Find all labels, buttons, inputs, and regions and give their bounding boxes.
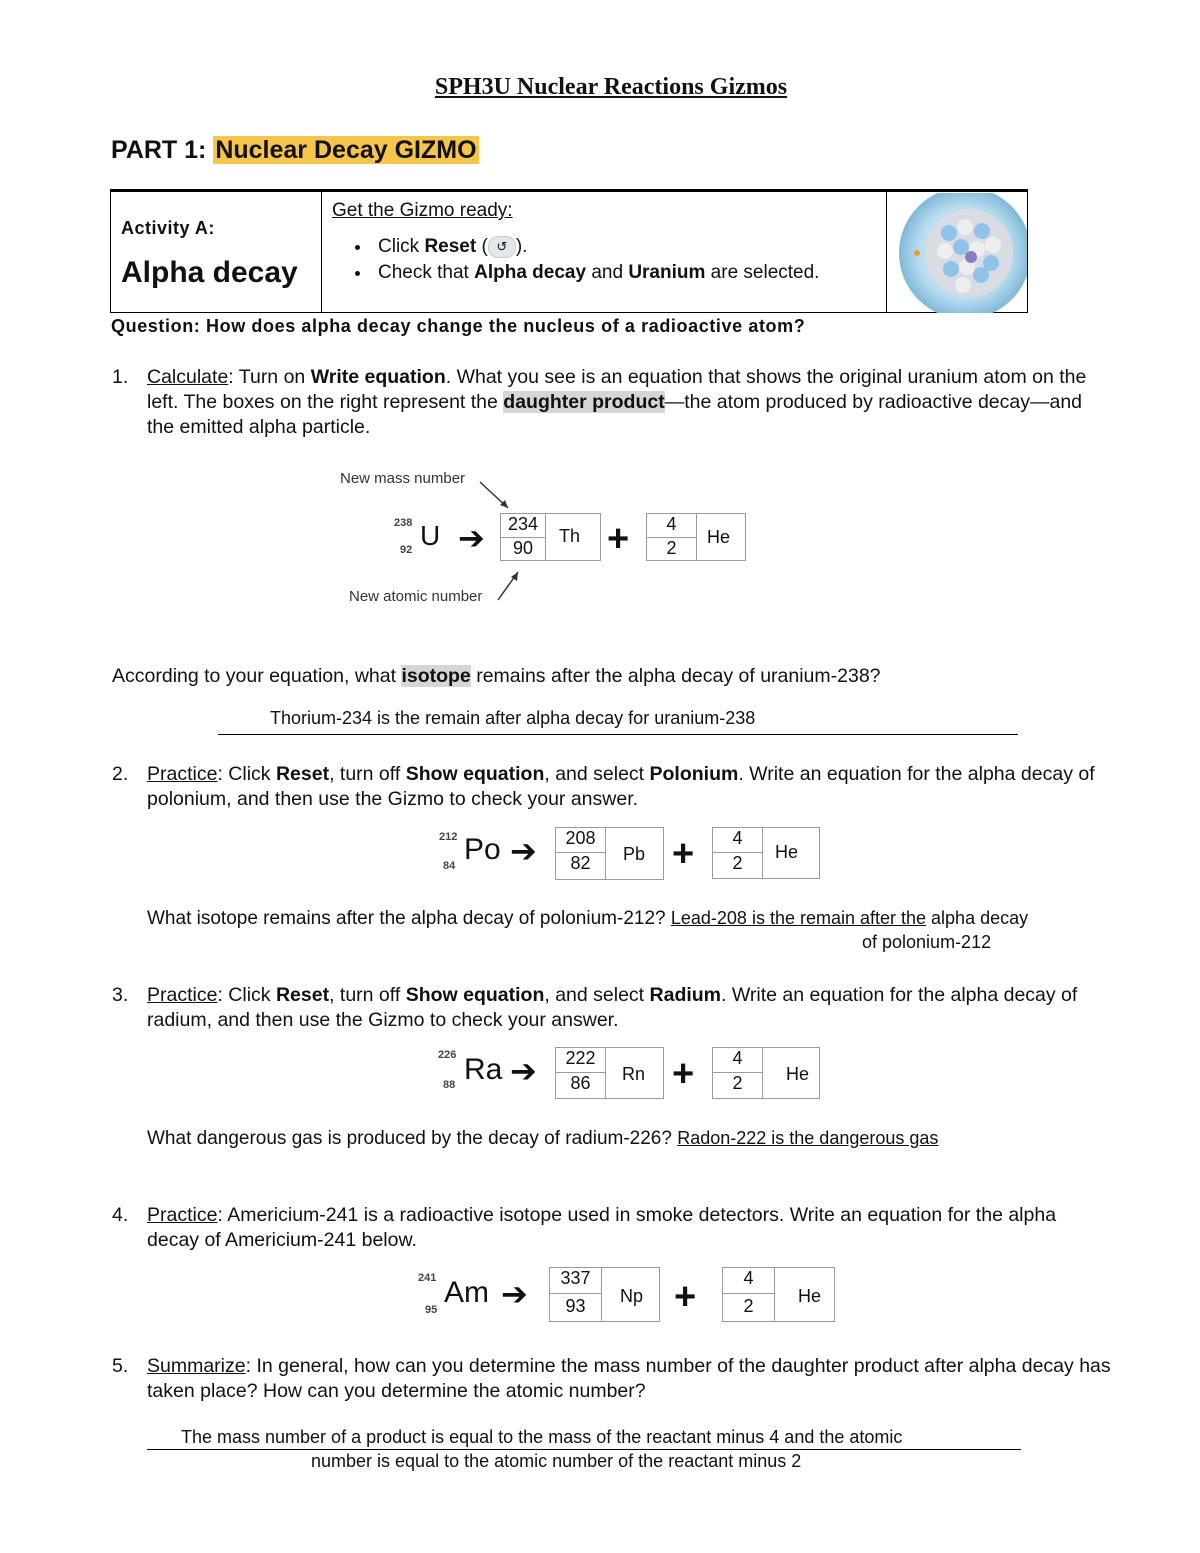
- question-4: [112, 1203, 1112, 1255]
- daughter-box: [549, 1267, 660, 1322]
- daughter-box: [555, 1047, 664, 1099]
- instructions-cell: [322, 192, 887, 312]
- daughter-mass-number: 208: [556, 828, 605, 853]
- parent-symbol: U: [420, 520, 441, 551]
- plus-sign: +: [674, 1276, 697, 1318]
- daughter-symbol: Rn: [622, 1064, 646, 1084]
- atom-nucleus-image: [887, 193, 1027, 313]
- question-text: Practice: Click Reset, turn off Show equation, and select Polonium. Write an equation for the alpha decay of polonium, and then use the Gizmo to check your answer.: [147, 763, 1095, 810]
- reaction-arrow: ➔: [510, 1053, 537, 1089]
- daughter-symbol: Np: [620, 1286, 644, 1306]
- answer-text: Radon-222 is the dangerous gas: [677, 1128, 939, 1148]
- activity-table: [110, 189, 1028, 313]
- parent-atomic-number: 92: [400, 544, 413, 556]
- annotation-new-mass-number: New mass number: [340, 470, 466, 487]
- activity-name: Alpha decay: [121, 256, 298, 289]
- get-ready-heading: Get the Gizmo ready:: [332, 200, 513, 221]
- daughter-atomic-number: 86: [570, 1073, 591, 1093]
- instructions-list: [352, 234, 842, 286]
- daughter-mass-number: 222: [556, 1048, 605, 1073]
- plus-sign: +: [672, 833, 695, 875]
- instruction-item: • Check that Alpha decay and Uranium are selected.: [372, 260, 842, 286]
- alpha-particle-box: [712, 827, 820, 879]
- question-number: 3.: [112, 984, 129, 1006]
- answer-text: Lead-208 is the remain after the: [670, 908, 927, 928]
- equation-radium: [430, 1043, 830, 1103]
- alpha-atomic-number: 2: [666, 538, 677, 558]
- question-text: Practice: Americium-241 is a radioactive isotope used in smoke detectors. Write an equation for the alpha decay of Americium-241 below.: [147, 1204, 1057, 1251]
- alpha-symbol: He: [775, 842, 799, 862]
- plus-sign: +: [607, 518, 630, 560]
- alpha-atomic-number: 2: [732, 1073, 743, 1093]
- reaction-arrow: ➔: [458, 520, 485, 556]
- parent-mass-number: 238: [394, 517, 413, 529]
- alpha-mass-number: 4: [723, 1268, 774, 1294]
- daughter-atomic-number: 93: [565, 1296, 586, 1316]
- question-number: 1.: [112, 366, 129, 388]
- daughter-box: [555, 827, 664, 880]
- question-2-ask: What isotope remains after the alpha decay of polonium-212? Lead-208 is the remain after the alpha decay: [147, 908, 1029, 929]
- reaction-arrow: ➔: [501, 1276, 528, 1312]
- answer-line: [147, 1427, 1021, 1450]
- activity-title-cell: [111, 192, 322, 312]
- question-number: 4.: [112, 1204, 129, 1226]
- alpha-particle-box: [722, 1267, 835, 1322]
- part-prefix: PART 1:: [111, 136, 207, 164]
- alpha-atomic-number: 2: [743, 1296, 754, 1316]
- parent-symbol: Ra: [464, 1053, 503, 1086]
- daughter-atomic-number: 90: [512, 538, 534, 558]
- reset-icon: ↺: [488, 236, 516, 258]
- question-text: Summarize: In general, how can you determine the mass number of the daughter product after alpha decay has taken place? How can you determine the atomic number?: [147, 1355, 1111, 1402]
- answer-text-continued: of polonium-212: [862, 932, 992, 952]
- parent-atomic-number: 95: [425, 1304, 438, 1316]
- answer-line: [218, 706, 1018, 735]
- daughter-atomic-number: 82: [570, 853, 591, 873]
- daughter-mass-number: 337: [550, 1268, 601, 1294]
- alpha-symbol: He: [786, 1064, 810, 1084]
- equation-uranium: [330, 462, 760, 612]
- question-text: Practice: Click Reset, turn off Show equation, and select Radium. Write an equation for the alpha decay of radium, and then use the Gizmo to check your answer.: [147, 984, 1078, 1031]
- question-1: [112, 365, 1112, 445]
- question-text: Calculate: Turn on Write equation. What you see is an equation that shows the original uranium atom on the left. The boxes on the right represent the daughter product—the atom produced by radioactive decay—and the emitted alpha particle.: [147, 366, 1087, 438]
- parent-atomic-number: 88: [443, 1079, 456, 1091]
- activity-label: Activity A:: [121, 218, 215, 238]
- daughter-symbol: Pb: [623, 844, 646, 864]
- question-number: 2.: [112, 763, 129, 785]
- daughter-mass-number: 234: [501, 514, 545, 538]
- plus-sign: +: [672, 1053, 695, 1095]
- question-3-ask: What dangerous gas is produced by the decay of radium-226? Radon-222 is the dangerous gas: [147, 1128, 939, 1149]
- parent-mass-number: 226: [438, 1049, 457, 1061]
- answer-text: The mass number of a product is equal to the mass of the reactant minus 4 and the atomic: [181, 1427, 903, 1447]
- reaction-arrow: ➔: [510, 833, 537, 869]
- question-number: 5.: [112, 1355, 129, 1377]
- question-2: [112, 762, 1112, 814]
- alpha-particle-box: [646, 513, 746, 561]
- parent-atomic-number: 84: [443, 860, 456, 872]
- daughter-box: [500, 513, 601, 561]
- answer-text-continued: number is equal to the atomic number of the reactant minus 2: [311, 1451, 802, 1471]
- equation-americium: [410, 1264, 850, 1328]
- alpha-symbol: He: [798, 1286, 822, 1306]
- part-heading: [111, 136, 479, 165]
- answer-text: Thorium-234 is the remain after alpha decay for uranium-238: [270, 708, 756, 728]
- alpha-particle-box: [712, 1047, 820, 1099]
- parent-mass-number: 241: [418, 1272, 437, 1284]
- equation-polonium: [430, 823, 830, 883]
- annotation-arrow: [494, 566, 534, 606]
- parent-symbol: Po: [464, 833, 501, 866]
- parent-symbol: Am: [444, 1276, 489, 1309]
- instruction-item: • Click Reset ( ↺ ).: [372, 234, 842, 260]
- alpha-mass-number: 4: [713, 1048, 762, 1073]
- question-1-ask: According to your equation, what isotope remains after the alpha decay of uranium-238?: [112, 665, 881, 687]
- alpha-symbol: He: [707, 527, 731, 547]
- annotation-new-atomic-number: New atomic number: [349, 588, 483, 605]
- parent-mass-number: 212: [439, 831, 458, 843]
- alpha-mass-number: 4: [713, 828, 762, 853]
- daughter-symbol: Th: [559, 526, 581, 546]
- alpha-atomic-number: 2: [732, 853, 743, 873]
- page-title: SPH3U Nuclear Reactions Gizmos: [434, 74, 788, 100]
- annotation-arrow: [478, 478, 538, 518]
- question-5: [112, 1354, 1112, 1406]
- question-3: [112, 983, 1112, 1035]
- main-question: Question: How does alpha decay change the nucleus of a radioactive atom?: [111, 316, 806, 336]
- alpha-mass-number: 4: [647, 514, 696, 538]
- part-highlight: Nuclear Decay GIZMO: [215, 136, 477, 164]
- atom-image-cell: [887, 192, 1027, 312]
